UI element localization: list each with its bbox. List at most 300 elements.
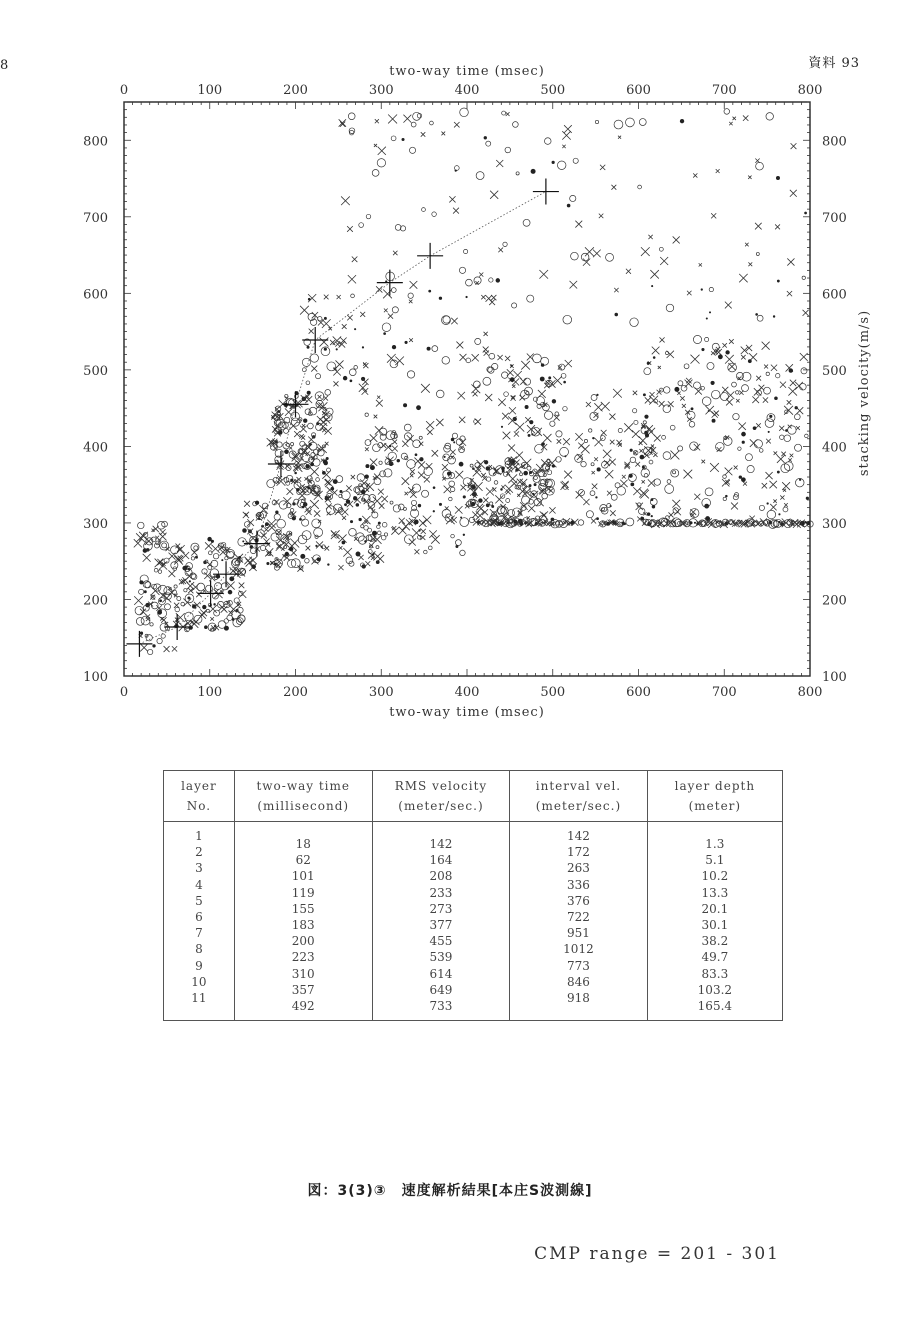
semblance-o-marker — [526, 391, 529, 394]
layer-no-cell: 10 — [191, 974, 207, 989]
two-way-time-cell: 62 — [295, 853, 311, 868]
semblance-x-marker — [780, 382, 786, 388]
semblance-o-marker — [455, 540, 461, 546]
semblance-o-marker — [409, 147, 415, 153]
semblance-o-marker — [274, 514, 280, 520]
semblance-o-marker — [213, 553, 219, 559]
layer-no-cell: 11 — [191, 990, 207, 1005]
semblance-o-marker — [783, 507, 788, 512]
semblance-dot-marker — [718, 354, 723, 359]
semblance-dot-marker — [202, 605, 206, 609]
x-axis-title-top: two-way time (msec) — [389, 64, 545, 79]
x-tick-label-top: 100 — [197, 83, 223, 98]
semblance-x-marker — [575, 221, 582, 228]
interval-vel-cell: 263 — [567, 861, 590, 876]
interval-vel-cell: 846 — [567, 974, 590, 989]
semblance-o-marker — [754, 440, 762, 448]
semblance-x-marker — [346, 485, 351, 490]
layer-depth-cell: 10.2 — [701, 869, 729, 884]
x-tick-label-top: 200 — [283, 83, 308, 98]
semblance-dot-marker — [701, 288, 703, 290]
semblance-o-marker — [391, 136, 396, 141]
semblance-dot-marker — [152, 644, 155, 647]
semblance-x-marker — [299, 434, 303, 438]
semblance-x-marker — [739, 274, 747, 282]
semblance-x-marker — [790, 380, 796, 386]
semblance-x-marker — [516, 452, 523, 459]
semblance-o-marker — [381, 535, 386, 540]
semblance-o-marker — [359, 223, 364, 228]
semblance-o-marker — [208, 565, 212, 569]
semblance-x-marker — [654, 435, 661, 442]
semblance-x-marker — [800, 353, 808, 361]
semblance-x-marker — [738, 422, 745, 429]
rms-velocity-cell: 142 — [429, 837, 453, 851]
semblance-x-marker — [670, 451, 679, 460]
semblance-o-marker — [238, 538, 246, 546]
semblance-o-marker — [395, 225, 401, 231]
semblance-x-marker — [641, 247, 650, 256]
interval-vel-cell: 1012 — [563, 942, 594, 957]
semblance-dot-marker — [689, 521, 692, 524]
semblance-x-marker — [324, 295, 329, 300]
semblance-o-marker — [161, 634, 165, 638]
semblance-x-marker — [426, 421, 434, 429]
semblance-x-marker — [351, 475, 355, 479]
x-tick-label-top: 400 — [454, 83, 480, 98]
semblance-o-marker — [165, 604, 171, 610]
semblance-dot-marker — [353, 496, 357, 500]
semblance-x-marker — [521, 361, 530, 370]
semblance-x-marker — [239, 590, 246, 597]
semblance-x-marker — [733, 117, 736, 120]
semblance-dot-marker — [647, 362, 650, 365]
semblance-dot-marker — [755, 313, 758, 316]
semblance-dot-marker — [767, 502, 769, 504]
semblance-o-marker — [364, 526, 368, 530]
semblance-dot-marker — [305, 464, 310, 469]
semblance-o-marker — [312, 519, 321, 528]
semblance-o-marker — [305, 558, 310, 563]
semblance-x-marker — [333, 368, 340, 375]
semblance-dot-marker — [778, 521, 780, 523]
semblance-dot-marker — [333, 479, 338, 484]
semblance-o-marker — [556, 457, 562, 463]
semblance-x-marker — [693, 173, 697, 177]
semblance-x-marker — [796, 426, 800, 430]
semblance-x-marker — [787, 291, 792, 296]
semblance-x-marker — [363, 362, 366, 365]
semblance-o-marker — [398, 504, 404, 510]
semblance-x-marker — [342, 516, 346, 520]
semblance-o-marker — [475, 338, 481, 344]
semblance-x-marker — [177, 545, 185, 553]
semblance-o-marker — [709, 287, 713, 291]
semblance-x-marker — [755, 223, 762, 230]
semblance-o-marker — [505, 147, 511, 153]
semblance-dot-marker — [652, 505, 655, 508]
semblance-dot-marker — [510, 377, 515, 382]
semblance-x-marker — [352, 256, 358, 262]
semblance-x-marker — [451, 318, 457, 324]
semblance-x-marker — [388, 314, 393, 319]
semblance-dot-marker — [344, 503, 347, 506]
semblance-o-marker — [506, 498, 510, 502]
semblance-o-marker — [303, 487, 308, 492]
semblance-o-marker — [194, 546, 198, 550]
semblance-x-marker — [658, 366, 661, 369]
semblance-dot-marker — [402, 138, 405, 141]
semblance-x-marker — [796, 407, 803, 414]
semblance-o-marker — [780, 435, 784, 439]
semblance-x-marker — [686, 378, 691, 383]
semblance-x-marker — [610, 510, 616, 516]
x-tick-label-bottom: 300 — [368, 685, 394, 700]
semblance-x-marker — [409, 539, 416, 546]
semblance-dot-marker — [292, 516, 296, 520]
semblance-o-marker — [630, 318, 639, 327]
semblance-x-marker — [762, 483, 767, 488]
semblance-x-marker — [300, 306, 309, 315]
semblance-x-marker — [668, 512, 673, 517]
semblance-x-marker — [609, 459, 616, 466]
semblance-dot-marker — [418, 504, 421, 507]
rms-velocity-cell: 208 — [429, 869, 453, 884]
semblance-x-marker — [182, 552, 189, 559]
semblance-x-marker — [575, 433, 582, 440]
semblance-o-marker — [649, 460, 653, 464]
col-header-interval-vel: interval vel. (meter/sec.) — [510, 771, 648, 822]
layer-depth-cell: 13.3 — [701, 885, 729, 900]
semblance-o-marker — [555, 412, 559, 416]
pick-trend-line — [139, 192, 545, 644]
semblance-x-marker — [239, 583, 245, 589]
y-tick-label-right: 200 — [822, 593, 847, 609]
semblance-x-marker — [407, 435, 414, 442]
semblance-o-marker — [365, 440, 371, 446]
semblance-x-marker — [134, 596, 143, 605]
semblance-dot-marker — [310, 463, 314, 467]
semblance-dot-marker — [680, 119, 684, 123]
semblance-dot-marker — [777, 280, 780, 283]
semblance-x-marker — [412, 528, 421, 537]
semblance-o-marker — [659, 247, 663, 251]
semblance-o-marker — [302, 519, 309, 526]
semblance-o-marker — [407, 371, 414, 378]
semblance-x-marker — [305, 396, 312, 403]
semblance-x-marker — [441, 132, 445, 136]
semblance-x-marker — [748, 176, 751, 179]
semblance-dot-marker — [596, 517, 599, 520]
semblance-dot-marker — [427, 347, 431, 351]
semblance-o-marker — [291, 443, 294, 446]
semblance-x-marker — [453, 208, 459, 214]
semblance-x-marker — [510, 396, 515, 401]
semblance-dot-marker — [216, 574, 220, 578]
rms-velocity-cell: 649 — [429, 982, 453, 997]
two-way-time-cell: 357 — [291, 982, 315, 997]
semblance-x-marker — [327, 511, 331, 515]
semblance-o-marker — [670, 425, 675, 430]
semblance-o-marker — [776, 374, 780, 378]
semblance-o-marker — [638, 185, 642, 189]
x-axis-title-bottom: two-way time (msec) — [389, 705, 545, 720]
semblance-x-marker — [642, 480, 645, 483]
semblance-x-marker — [196, 592, 202, 598]
semblance-x-marker — [773, 499, 776, 502]
semblance-x-marker — [392, 446, 398, 452]
semblance-dot-marker — [278, 410, 281, 413]
semblance-x-marker — [496, 160, 503, 167]
two-way-time-cell: 492 — [291, 998, 315, 1013]
semblance-x-marker — [769, 481, 777, 489]
layer-depth-cell: 20.1 — [701, 901, 729, 916]
semblance-x-marker — [264, 528, 268, 532]
semblance-x-marker — [168, 570, 175, 577]
semblance-o-marker — [756, 252, 759, 255]
semblance-x-marker — [762, 342, 770, 350]
semblance-x-marker — [310, 500, 319, 509]
semblance-dot-marker — [242, 528, 247, 533]
semblance-o-marker — [277, 519, 286, 528]
semblance-x-marker — [409, 338, 413, 342]
semblance-x-marker — [347, 226, 353, 232]
semblance-x-marker — [648, 235, 652, 239]
semblance-x-marker — [592, 484, 598, 490]
x-tick-label-bottom: 400 — [454, 685, 480, 700]
semblance-o-marker — [306, 381, 310, 385]
semblance-o-marker — [225, 557, 228, 560]
semblance-x-marker — [210, 617, 214, 621]
semblance-o-marker — [191, 557, 194, 560]
semblance-dot-marker — [804, 212, 807, 215]
semblance-o-marker — [185, 612, 194, 621]
semblance-o-marker — [678, 381, 683, 386]
semblance-x-marker — [633, 391, 637, 395]
rms-velocity-cell: 233 — [429, 885, 453, 900]
rms-velocity-cell: 377 — [429, 917, 453, 932]
semblance-o-marker — [684, 364, 689, 369]
axes-frame — [124, 102, 810, 676]
semblance-o-marker — [351, 294, 355, 298]
semblance-x-marker — [673, 236, 680, 243]
two-way-time-cell: 155 — [291, 901, 315, 916]
semblance-x-marker — [763, 397, 768, 402]
semblance-x-marker — [652, 347, 660, 355]
semblance-o-marker — [392, 307, 398, 313]
semblance-o-marker — [630, 457, 636, 463]
semblance-o-marker — [157, 638, 162, 643]
semblance-x-marker — [427, 429, 432, 434]
semblance-o-marker — [573, 158, 578, 163]
semblance-o-marker — [147, 649, 152, 654]
semblance-dot-marker — [529, 420, 533, 424]
semblance-x-marker — [479, 273, 483, 277]
semblance-dot-marker — [326, 457, 329, 460]
semblance-o-marker — [784, 435, 791, 442]
semblance-x-marker — [585, 247, 594, 256]
semblance-x-marker — [247, 519, 254, 526]
semblance-dot-marker — [404, 341, 407, 344]
semblance-dot-marker — [346, 499, 350, 503]
y-tick-label-left: 300 — [83, 516, 108, 532]
semblance-x-marker — [421, 384, 430, 393]
semblance-x-marker — [426, 463, 432, 469]
semblance-dot-marker — [453, 441, 455, 443]
semblance-dot-marker — [389, 445, 391, 447]
semblance-x-marker — [564, 125, 572, 133]
two-way-time-cell: 310 — [291, 966, 315, 981]
semblance-dot-marker — [433, 510, 435, 512]
y-tick-label-left: 100 — [83, 670, 108, 685]
semblance-dot-marker — [706, 317, 708, 319]
semblance-dot-marker — [361, 490, 366, 495]
semblance-o-marker — [158, 570, 162, 574]
semblance-o-marker — [522, 496, 530, 504]
semblance-o-marker — [578, 520, 584, 526]
semblance-dot-marker — [195, 556, 198, 559]
semblance-o-marker — [146, 635, 152, 641]
semblance-x-marker — [338, 565, 343, 570]
semblance-o-marker — [221, 583, 228, 590]
semblance-dot-marker — [651, 498, 654, 501]
semblance-x-marker — [520, 502, 528, 510]
semblance-x-marker — [414, 549, 419, 554]
semblance-dot-marker — [529, 484, 532, 487]
semblance-o-marker — [287, 559, 295, 567]
semblance-x-marker — [322, 319, 331, 328]
semblance-o-marker — [235, 561, 239, 565]
semblance-dot-marker — [709, 311, 711, 313]
velocity-pick-marker — [377, 270, 403, 296]
semblance-x-marker — [403, 115, 411, 123]
semblance-dot-marker — [189, 580, 191, 582]
semblance-o-marker — [410, 509, 418, 517]
rms-velocity-cell: 539 — [429, 950, 453, 965]
semblance-o-marker — [794, 444, 801, 451]
semblance-dot-marker — [362, 346, 364, 348]
semblance-x-marker — [244, 557, 252, 565]
semblance-o-marker — [310, 354, 318, 362]
interval-vel-cell: 722 — [567, 909, 590, 924]
semblance-x-marker — [601, 430, 607, 436]
semblance-o-marker — [489, 353, 495, 359]
semblance-x-marker — [374, 415, 378, 419]
semblance-x-marker — [489, 465, 492, 468]
semblance-o-marker — [666, 304, 674, 312]
table-body-row — [164, 822, 783, 1021]
semblance-o-marker — [316, 400, 323, 407]
semblance-x-marker — [726, 399, 733, 406]
semblance-x-marker — [471, 384, 480, 393]
semblance-dot-marker — [290, 479, 293, 482]
semblance-x-marker — [370, 459, 377, 466]
semblance-o-marker — [723, 475, 727, 479]
semblance-x-marker — [335, 342, 340, 347]
semblance-x-marker — [310, 467, 319, 476]
semblance-x-marker — [489, 299, 495, 305]
semblance-x-marker — [432, 450, 438, 456]
semblance-x-marker — [343, 548, 352, 557]
semblance-x-marker — [347, 315, 352, 320]
semblance-dot-marker — [365, 464, 369, 468]
semblance-x-marker — [527, 425, 535, 433]
semblance-x-marker — [421, 132, 426, 137]
semblance-o-marker — [560, 447, 569, 456]
semblance-o-marker — [765, 419, 774, 428]
semblance-x-marker — [560, 482, 568, 490]
semblance-x-marker — [515, 423, 524, 432]
semblance-x-marker — [306, 546, 311, 551]
semblance-o-marker — [377, 525, 381, 529]
x-tick-label-top: 300 — [368, 83, 394, 98]
semblance-x-marker — [659, 401, 665, 407]
semblance-x-marker — [622, 475, 626, 479]
semblance-x-marker — [722, 387, 728, 393]
semblance-dot-marker — [397, 459, 400, 462]
semblance-x-marker — [410, 474, 413, 477]
semblance-x-marker — [687, 291, 692, 296]
semblance-x-marker — [483, 497, 488, 502]
semblance-x-marker — [694, 494, 700, 500]
semblance-x-marker — [379, 503, 384, 508]
semblance-x-marker — [633, 451, 637, 455]
semblance-o-marker — [417, 114, 421, 118]
semblance-o-marker — [411, 122, 416, 127]
semblance-x-marker — [337, 295, 341, 299]
table-header-row — [164, 771, 783, 822]
semblance-x-marker — [605, 470, 613, 478]
semblance-x-marker — [549, 507, 555, 513]
semblance-x-marker — [745, 243, 749, 247]
semblance-x-marker — [490, 191, 498, 199]
semblance-o-marker — [784, 462, 793, 471]
semblance-x-marker — [423, 516, 432, 525]
semblance-x-marker — [668, 401, 674, 407]
semblance-dot-marker — [157, 610, 162, 615]
semblance-x-marker — [388, 115, 397, 124]
semblance-dot-marker — [238, 556, 241, 559]
semblance-dot-marker — [778, 513, 780, 515]
semblance-o-marker — [451, 534, 455, 538]
semblance-o-marker — [732, 382, 737, 387]
semblance-x-marker — [320, 418, 328, 426]
cmp-range: CMP range = 201 - 301 — [534, 1244, 780, 1264]
semblance-x-marker — [348, 275, 356, 283]
semblance-x-marker — [583, 499, 589, 505]
semblance-x-marker — [501, 485, 504, 488]
semblance-o-marker — [184, 589, 187, 592]
semblance-x-marker — [714, 411, 719, 416]
semblance-x-marker — [341, 196, 350, 205]
semblance-o-marker — [633, 409, 637, 413]
semblance-x-marker — [377, 396, 380, 399]
semblance-o-marker — [581, 461, 586, 466]
semblance-x-marker — [766, 439, 771, 444]
semblance-x-marker — [375, 119, 379, 123]
y-tick-label-right: 700 — [822, 210, 847, 226]
semblance-x-marker — [514, 371, 522, 379]
semblance-x-marker — [276, 542, 285, 551]
semblance-dot-marker — [776, 176, 780, 180]
semblance-dot-marker — [356, 552, 361, 557]
semblance-x-marker — [565, 360, 572, 367]
semblance-o-marker — [634, 420, 638, 424]
semblance-x-marker — [276, 530, 282, 536]
semblance-x-marker — [598, 521, 603, 526]
semblance-dot-marker — [806, 497, 809, 500]
semblance-x-marker — [599, 214, 604, 219]
